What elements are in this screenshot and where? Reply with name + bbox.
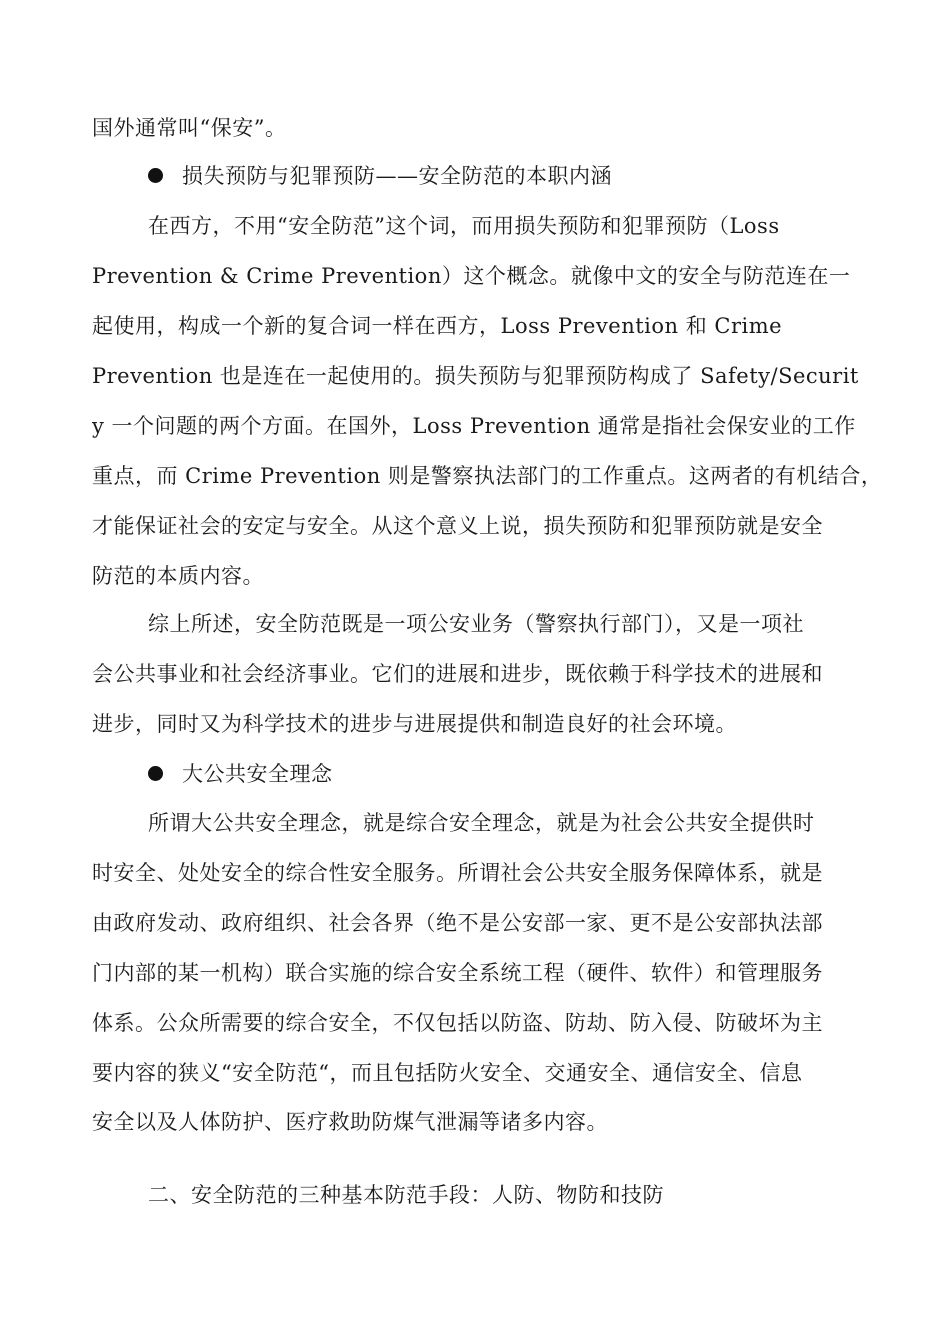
paragraph-line: 国外通常叫“保安”。 [92, 116, 287, 140]
paragraph-line: 时安全、处处安全的综合性安全服务。所谓社会公共安全服务保障体系，就是 [92, 861, 823, 885]
paragraph-line: 门内部的某一机构）联合实施的综合安全系统工程（硬件、软件）和管理服务 [92, 961, 823, 985]
paragraph-line: 进步，同时又为科学技术的进步与进展提供和制造良好的社会环境。 [92, 712, 737, 736]
paragraph-line: 会公共事业和社会经济事业。它们的进展和进步，既依赖于科学技术的进展和 [92, 662, 823, 686]
paragraph-line: y 一个问题的两个方面。在国外，Loss Prevention 通常是指社会保安业的工作 [92, 414, 856, 438]
paragraph-line: 起使用，构成一个新的复合词一样在西方，Loss Prevention 和 Crime [92, 314, 783, 338]
paragraph-line: 才能保证社会的安定与安全。从这个意义上说，损失预防和犯罪预防就是安全 [92, 514, 823, 538]
paragraph-line: 综上所述，安全防范既是一项公安业务（警察执行部门），又是一项社 [148, 612, 804, 636]
bullet-heading: 损失预防与犯罪预防——安全防范的本职内涵 [182, 164, 612, 188]
bullet-dot-icon [148, 766, 163, 781]
paragraph-line: 防范的本质内容。 [92, 564, 264, 588]
paragraph-line: Prevention & Crime Prevention）这个概念。就像中文的安全与防范连在一 [92, 264, 851, 288]
paragraph-line: 在西方，不用“安全防范”这个词，而用损失预防和犯罪预防（Loss [148, 214, 780, 238]
bullet-dot-icon [148, 168, 163, 183]
section-heading: 二、安全防范的三种基本防范手段：人防、物防和技防 [148, 1183, 664, 1207]
bullet-heading: 大公共安全理念 [182, 762, 333, 786]
paragraph-line: 要内容的狭义“安全防范“，而且包括防火安全、交通安全、通信安全、信息 [92, 1061, 803, 1085]
paragraph-line: Prevention 也是连在一起使用的。损失预防与犯罪预防构成了 Safety/Securit [92, 364, 859, 388]
paragraph-line: 所谓大公共安全理念，就是综合安全理念，就是为社会公共安全提供时 [148, 811, 815, 835]
paragraph-line: 安全以及人体防护、医疗救助防煤气泄漏等诸多内容。 [92, 1110, 608, 1134]
paragraph-line: 重点，而 Crime Prevention 则是警察执法部门的工作重点。这两者的有机结合， [92, 464, 883, 488]
paragraph-line: 由政府发动、政府组织、社会各界（绝不是公安部一家、更不是公安部执法部 [92, 911, 823, 935]
paragraph-line: 体系。公众所需要的综合安全，不仅包括以防盗、防劫、防入侵、防破坏为主 [92, 1011, 823, 1035]
